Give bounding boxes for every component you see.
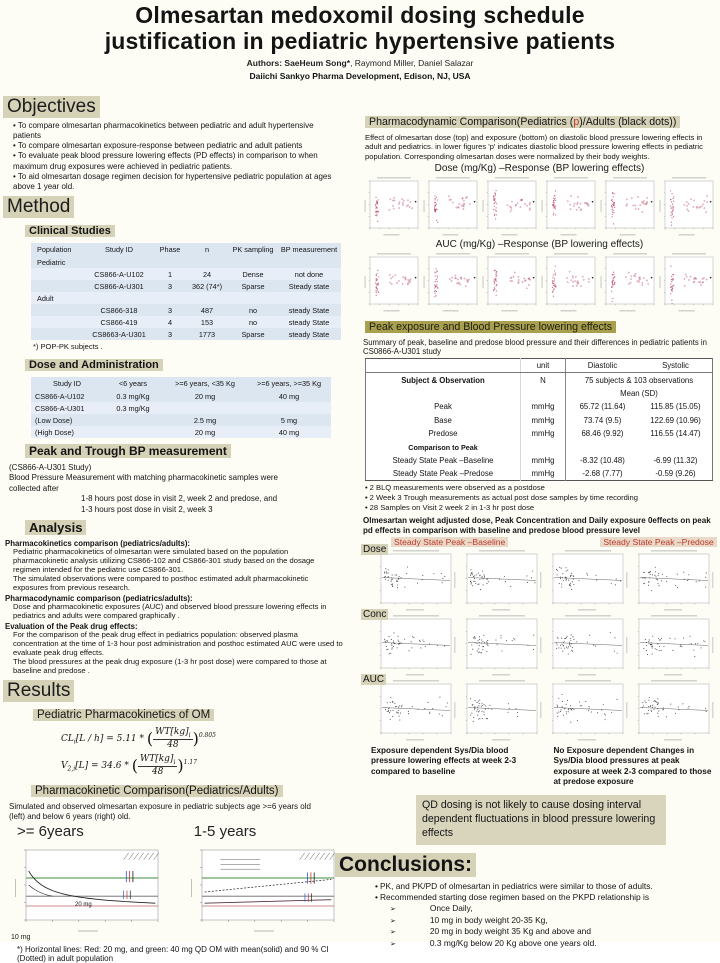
- caption-exposure-dependent: Exposure dependent Sys/Dia blood pressure lowering effects at week 2-3 compared to baseline: [371, 746, 517, 776]
- table-cell: 24: [202, 269, 212, 279]
- scatter-plot-pink: [599, 251, 656, 313]
- column-header: n: [204, 245, 210, 255]
- scatter-plot-black: [631, 678, 715, 742]
- table-cell: 3: [167, 305, 173, 315]
- clinical-studies-table: [31, 243, 341, 340]
- list-item: • To compare olmesartan pharmacokinetics between pediatric and adult hypertensive patients: [13, 121, 343, 141]
- table-row: [366, 400, 713, 413]
- conclusions-bullets: [375, 881, 717, 904]
- scatter-plot-pink: [422, 175, 479, 237]
- pk-line-plots: [11, 842, 359, 942]
- pd-heading-p: p: [573, 116, 580, 128]
- column-header: unit: [521, 359, 566, 373]
- table-cell: CS866-419: [100, 317, 138, 327]
- table-row: [366, 387, 713, 400]
- table-cell: [185, 292, 229, 304]
- scatter-plot-pink: [363, 251, 420, 313]
- table-cell: Mean (SD): [620, 389, 658, 398]
- table-cell: [277, 292, 341, 304]
- paren: (: [146, 729, 154, 749]
- table-cell: [31, 304, 83, 316]
- pd-comparison-desc: Effect of olmesartan dose (top) and exposure (bottom) on diastolic blood pressure lowering effects in adult and pediatrics. in lower figures 'p' indicates diastolic blood pressure lowering effects in pediatric population. Corresponding olmesartan doses were normalized by their body weights.: [365, 133, 703, 161]
- table-cell: 40 mg: [278, 391, 300, 401]
- table-cell: Peak: [366, 400, 521, 413]
- table-cell: steady State: [288, 329, 330, 339]
- list-item: ➢ 10 mg in body weight 20-35 Kg,: [390, 915, 717, 926]
- method-heading: Method: [3, 196, 74, 218]
- grid-row-dose: [363, 544, 718, 612]
- table-cell: [566, 440, 640, 453]
- pd-heading-post: )/Adults (black dots)): [579, 116, 677, 128]
- table-cell: 75 subjects & 103 observations: [584, 375, 694, 385]
- column-header: Systolic: [639, 359, 713, 373]
- table-cell: Steady state: [288, 281, 330, 291]
- lineplot-footnote: *) Horizontal lines: Red: 20 mg, and green: 40 mg QD OM with mean(solid) and 90 % CI (Dotted) in adult population: [17, 945, 329, 963]
- list-item: • 28 Samples on Visit 2 week 2 in 1-3 hr post dose: [365, 503, 718, 513]
- analysis-subhead: Pharmacokinetics comparison (pediatrics/adults):: [5, 539, 191, 549]
- objectives-list: [13, 121, 343, 192]
- scatter-plot-pink: [363, 175, 420, 237]
- table-row: [366, 414, 713, 427]
- table-cell: mmHg: [521, 454, 566, 467]
- list-item: ➢ 0.3 mg/Kg below 20 Kg above one years old.: [390, 938, 717, 949]
- conclusions-items: [390, 903, 717, 949]
- age-group-headings: [17, 823, 359, 840]
- table-cell: [155, 292, 185, 304]
- table-cell: [31, 280, 83, 292]
- dose-response-caption: Dose (mg/Kg) –Response (BP lowering effects): [434, 162, 645, 174]
- pk-comparison-desc: Simulated and observed olmesartan exposure in pediatric subjects age >=6 years old (left) and below 6 years (right) old.: [9, 802, 311, 822]
- table-row: [31, 304, 341, 316]
- table-cell: mmHg: [521, 467, 566, 481]
- table-cell: 40 mg: [278, 427, 300, 437]
- list-item: • To aid olmesartan dosage regimen decision for hypertensive pediatric population at ages above 1 year old.: [13, 172, 343, 192]
- table-row: [31, 268, 341, 280]
- table-cell: CS8663-A-U301: [92, 329, 146, 339]
- table-cell: no: [248, 317, 258, 327]
- table-cell: [31, 328, 83, 340]
- table-row: [366, 373, 713, 387]
- formula-sub: i: [73, 739, 76, 747]
- table-cell: [277, 256, 341, 268]
- table-cell: Dense: [242, 269, 264, 279]
- table-cell: 4: [167, 317, 173, 327]
- page-title-line2: justification in pediatric hypertensive patients: [104, 27, 616, 54]
- conclusions-heading: Conclusions:: [335, 853, 476, 877]
- qd-dosing-box: QD dosing is not likely to cause dosing interval dependent fluctuations in blood pressure lowering effects: [416, 795, 666, 844]
- formula-term: 48: [138, 766, 177, 777]
- table-row: [366, 454, 713, 467]
- table-cell: [103, 426, 163, 438]
- table-cell: [366, 387, 521, 400]
- table-cell: 73.74 (9.5): [583, 415, 622, 425]
- list-item: • To evaluate peak blood pressure lowering effects (PD effects) in comparison to when maximum drug exposures were achieved in pediatric patients.: [13, 151, 343, 171]
- formula-sub: i: [173, 759, 176, 767]
- table-header-row: [366, 359, 713, 373]
- column-header: [366, 359, 521, 373]
- list-item: • PK, and PK/PD of olmesartan in pediatrics were similar to those of adults.: [375, 881, 717, 892]
- objectives-heading: Objectives: [3, 96, 100, 118]
- grid-row-label-dose: Dose: [363, 544, 387, 556]
- table-cell: Predose: [366, 427, 521, 440]
- table-cell: -0.59 (9.26): [655, 469, 696, 479]
- grid-captions: [371, 746, 718, 787]
- analysis-paragraph: The blood pressures at the peak drug exposure (1-3 hr post dose) were compared to those at baseline and predose .: [13, 656, 327, 675]
- table-footnote: *) POP-PK subjects .: [33, 342, 103, 352]
- column-header: Phase: [159, 245, 181, 255]
- table-cell: 1773: [198, 329, 216, 339]
- grid-col-header-baseline: Steady State Peak –Baseline: [391, 537, 508, 547]
- line-plot: [13, 842, 163, 934]
- column-header: >=6 years, <35 Kg: [175, 379, 235, 389]
- column-header: Study ID: [53, 379, 81, 389]
- peak-trough-indent2: 1-3 hours post dose in visit 2, week 3: [81, 504, 213, 514]
- lineplot-right-wrap: [189, 842, 339, 939]
- formula-term: CL: [61, 734, 74, 745]
- formula-term: V: [61, 761, 68, 772]
- pd-heading-pre: Pharmacodynamic Comparison(Pediatrics (: [369, 116, 574, 128]
- scatter-plot-black: [545, 678, 629, 742]
- analysis-paragraph: Pediatric pharmacokinetics of olmesartan were simulated based on the population pharmacokinetic analysis utilizing CS866-102 and CS866-301 study based on the dosage regimen intended for the pediatric use CS866-301.: [13, 547, 315, 574]
- table-cell: -8.32 (10.48): [580, 455, 625, 465]
- table-cell: 3: [167, 329, 173, 339]
- column-header: <6 years: [118, 379, 148, 389]
- table-cell: 0.3 mg/Kg: [116, 391, 150, 401]
- plot-label-10mg: 10 mg: [11, 934, 31, 942]
- table-row: [31, 256, 341, 268]
- grid-row-conc: [363, 609, 718, 677]
- table-cell: Pediatric: [37, 257, 66, 267]
- column-header: PK sampling: [232, 245, 274, 255]
- scatter-plot-pink: [540, 175, 597, 237]
- list-item: • Recommended starting dose regimen based on the PKPD relationship is: [375, 892, 717, 903]
- right-column: [339, 112, 718, 949]
- auc-response-plots: [363, 251, 718, 313]
- list-item: • 2 BLQ measurements were observed as a postdose: [365, 483, 718, 493]
- table-cell: N: [521, 373, 566, 387]
- list-item: ➢ Once Daily,: [390, 903, 717, 914]
- table-cell: steady State: [288, 305, 330, 315]
- table-row: [366, 440, 713, 453]
- column-header: Population: [37, 245, 72, 255]
- dose-response-plots: [363, 175, 718, 237]
- pk-comparison-heading: Pharmacokinetic Comparison(Pediatrics/Adults): [31, 785, 283, 797]
- column-header: >=6 years, >=35 Kg: [256, 379, 322, 389]
- table-cell: 68.46 (9.92): [581, 429, 624, 439]
- formula-sub: i: [188, 732, 191, 740]
- table-cell: [521, 440, 566, 453]
- line-plot: [189, 842, 339, 934]
- table-header-row: [31, 377, 331, 390]
- table-cell: 20 mg: [194, 391, 216, 401]
- table-cell: (Low Dose): [35, 415, 73, 425]
- paren: (: [131, 756, 138, 776]
- table-cell: [229, 256, 277, 268]
- scatter-plot-black: [459, 678, 543, 742]
- affiliation: Daiichi Sankyo Pharma Development, Edison, NJ, USA: [249, 70, 471, 81]
- table-cell: 487: [200, 305, 214, 315]
- formula-term: WT[kg]: [155, 727, 189, 738]
- list-item: • To compare olmesartan exposure-response between pediatric and adult patients: [13, 141, 343, 151]
- lineplot-1-5years: [189, 842, 339, 939]
- table-row: [31, 426, 331, 438]
- table-row: [366, 427, 713, 440]
- formula-term: [L / h] = 5.11 *: [75, 734, 145, 745]
- left-column: [3, 96, 359, 963]
- analysis-paragraph: Dose and pharmacokinetic exposures (AUC) and observed blood pressure lowering effects in pediatrics and adults were compared graphically .: [13, 601, 327, 620]
- table-cell: CS866-318: [100, 305, 138, 315]
- authors-prefix: Authors: SaeHeum Song*: [246, 57, 351, 68]
- page-title: Olmesartan medoxomil dosing schedule: [135, 2, 585, 28]
- table-cell: 0.3 mg/Kg: [116, 403, 150, 413]
- scatter-plot-black: [373, 678, 457, 742]
- table-cell: 153: [200, 317, 214, 327]
- scatter-plot-pink: [658, 251, 715, 313]
- formula-exp: 1.17: [183, 759, 197, 767]
- age-group-right: 1-5 years: [193, 823, 257, 841]
- caption-no-exposure-dependent: No Exposure dependent Changes in Sys/Dia blood pressures at peak exposure at week 2-3 compared to those at predose exposure: [553, 746, 712, 786]
- formula-sub: 2,i: [67, 765, 76, 773]
- table-cell: [247, 402, 331, 414]
- table-cell: [521, 387, 566, 400]
- table-cell: not done: [294, 269, 324, 279]
- scatter-plot-black: [545, 548, 629, 612]
- age-group-left: >= 6years: [17, 823, 84, 841]
- table-cell: CS866-A-U301: [35, 403, 85, 413]
- clinical-studies-heading: Clinical Studies: [25, 225, 115, 237]
- table-cell: CS866-A-U301: [94, 281, 144, 291]
- table-cell: [163, 402, 247, 414]
- table-cell: [229, 292, 277, 304]
- analysis-subhead: Pharmacodynamic comparison (pediatrics/adults):: [5, 593, 193, 603]
- conclusions-section: [335, 853, 717, 949]
- authors-rest: , Raymond Miller, Daniel Salazar: [350, 57, 474, 68]
- formula-term: WT[kg]: [139, 754, 174, 765]
- lineplot-left-wrap: [11, 842, 163, 942]
- scatter-plot-pink: [422, 251, 479, 313]
- scatter-plot-black: [631, 548, 715, 612]
- scatter-plot-black: [373, 613, 457, 677]
- analysis-body: [3, 539, 359, 675]
- table-cell: [639, 440, 713, 453]
- scatter-plot-pink: [658, 175, 715, 237]
- formula-clearance: [61, 727, 359, 750]
- scatter-plot-black: [373, 548, 457, 612]
- table-cell: Sparse: [241, 281, 265, 291]
- peak-exposure-table: [365, 358, 713, 481]
- peak-exposure-summary: Summary of peak, baseline and predose blood pressure and their differences in pediatric patients in CS0866-A-U301 study: [363, 337, 707, 357]
- table-cell: steady State: [288, 317, 330, 327]
- table-cell: Steady State Peak –Predose: [366, 467, 521, 481]
- scatter-plot-black: [631, 613, 715, 677]
- formula-exp: 0.805: [198, 732, 216, 740]
- formula-term: [L] = 34.6 *: [75, 761, 129, 772]
- peak-trough-text: [9, 463, 309, 515]
- table-row: [31, 402, 331, 414]
- table-cell: 122.69 (10.96): [650, 415, 701, 425]
- column-header: BP measurement: [280, 245, 338, 255]
- formula-term: 48: [153, 739, 192, 750]
- table-cell: Comparison to Peak: [366, 440, 521, 453]
- table-cell: 1: [167, 269, 173, 279]
- table-cell: mmHg: [521, 414, 566, 427]
- analysis-heading: Analysis: [25, 520, 86, 535]
- table-row: [31, 390, 331, 402]
- analysis-paragraph: The simulated observations were compared to posthoc estimated adult pharmacokinetic exposures from previous research.: [13, 573, 309, 592]
- column-header: Study ID: [105, 245, 133, 255]
- grid-col-header-predose: Steady State Peak –Predose: [600, 537, 716, 547]
- auc-response-caption: AUC (mg/Kg) –Response (BP lowering effects): [435, 238, 644, 250]
- grid-row-label-conc: Conc: [363, 609, 387, 621]
- grid-row-label-auc: AUC: [363, 674, 385, 686]
- table-cell: [31, 268, 83, 280]
- table-cell: [31, 316, 83, 328]
- pd-effect-grid: [361, 537, 718, 742]
- table-cell: 3: [167, 281, 173, 291]
- list-item: ➢ 20 mg in body weight 35 Kg and above and: [390, 926, 717, 937]
- grid-intro-text: Olmesartan weight adjusted dose, Peak Concentration and Daily exposure 0effects on peak pd effects in comparison with baseline and predose blood pressure level: [363, 516, 711, 535]
- table-cell: CS866-A-U102: [94, 269, 144, 279]
- table-cell: mmHg: [521, 400, 566, 413]
- scatter-plot-pink: [481, 175, 538, 237]
- results-heading: Results: [3, 680, 74, 702]
- list-item: • 2 Week 3 Trough measurements as actual post dose samples by time recording: [365, 493, 718, 503]
- table-row: [31, 280, 341, 292]
- table-cell: 65.72 (11.64): [579, 402, 626, 412]
- peak-trough-line2: Blood Pressure Measurement with matching pharmacokinetic samples were collected after: [9, 473, 279, 493]
- pd-comparison-heading: [365, 116, 680, 128]
- formula-volume: [61, 754, 359, 777]
- table-cell: CS866-A-U102: [35, 391, 85, 401]
- analysis-subhead: Evaluation of the Peak drug effects:: [5, 621, 138, 631]
- table-cell: Subject & Observation: [366, 373, 521, 387]
- scatter-plot-black: [459, 613, 543, 677]
- scatter-plot-black: [545, 613, 629, 677]
- table-row: [31, 328, 341, 340]
- analysis-paragraph: For the comparison of the peak drug effect in pediatrics population: observed plasma concentration at the time of 1-3 hour post administration and posthoc estimated AUC were used to evaluate peak drug effects.: [13, 629, 343, 657]
- column-header: Diastolic: [566, 359, 640, 373]
- fraction: [153, 727, 192, 750]
- dose-admin-table: [31, 377, 331, 438]
- peak-trough-line1: (CS866-A-U301 Study): [9, 463, 92, 473]
- peak-exposure-heading: Peak exposure and Blood Pressure lowering effects: [365, 321, 616, 333]
- table-row: [31, 292, 341, 304]
- scatter-plot-black: [459, 548, 543, 612]
- table-cell: [83, 292, 155, 304]
- authors-line: [0, 58, 720, 68]
- table-cell: no: [248, 305, 258, 315]
- table-cell: 20 mg: [194, 427, 216, 437]
- scatter-plot-pink: [599, 175, 656, 237]
- table-cell: -6.99 (11.32): [653, 455, 698, 465]
- table-row: [31, 414, 331, 426]
- peak-trough-heading: Peak and Trough BP measurement: [25, 444, 231, 458]
- table-cell: Sparse: [241, 329, 265, 339]
- table-cell: [155, 256, 185, 268]
- table-cell: 116.55 (14.47): [650, 429, 701, 439]
- scatter-plot-pink: [540, 251, 597, 313]
- peak-trough-indent1: 1-8 hours post dose in visit 2, week 2 and predose, and: [81, 494, 278, 504]
- table-cell: [83, 256, 155, 268]
- table-cell: (High Dose): [35, 427, 74, 437]
- paren: ): [177, 756, 184, 776]
- grid-column-headers: [391, 537, 718, 547]
- table-cell: 115.85 (15.05): [650, 402, 701, 412]
- table-cell: -2.68 (7.77): [582, 469, 623, 479]
- fraction: [138, 754, 177, 777]
- table-cell: mmHg: [521, 427, 566, 440]
- lineplot-6years: [11, 842, 163, 942]
- paren: ): [192, 729, 199, 749]
- table-row: [366, 467, 713, 481]
- table-cell: Steady State Peak –Baseline: [366, 454, 521, 467]
- scatter-plot-pink: [481, 251, 538, 313]
- plot-label-20mg: 20 mg: [75, 902, 92, 909]
- table-cell: [103, 414, 163, 426]
- poster-header: [0, 2, 720, 81]
- table-cell: Base: [366, 414, 521, 427]
- table-cell: 362 (74*): [191, 281, 223, 291]
- table-header-row: [31, 243, 341, 256]
- grid-row-auc: [363, 674, 718, 742]
- table-cell: Adult: [37, 293, 54, 303]
- pediatric-pk-heading: Pediatric Pharmacokinetics of OM: [33, 709, 214, 721]
- peak-exposure-notes: [365, 483, 718, 513]
- table-cell: 2.5 mg: [193, 415, 217, 425]
- dose-admin-heading: Dose and Administration: [25, 359, 163, 371]
- table-cell: [185, 256, 229, 268]
- table-cell: 5 mg: [280, 415, 298, 425]
- table-row: [31, 316, 341, 328]
